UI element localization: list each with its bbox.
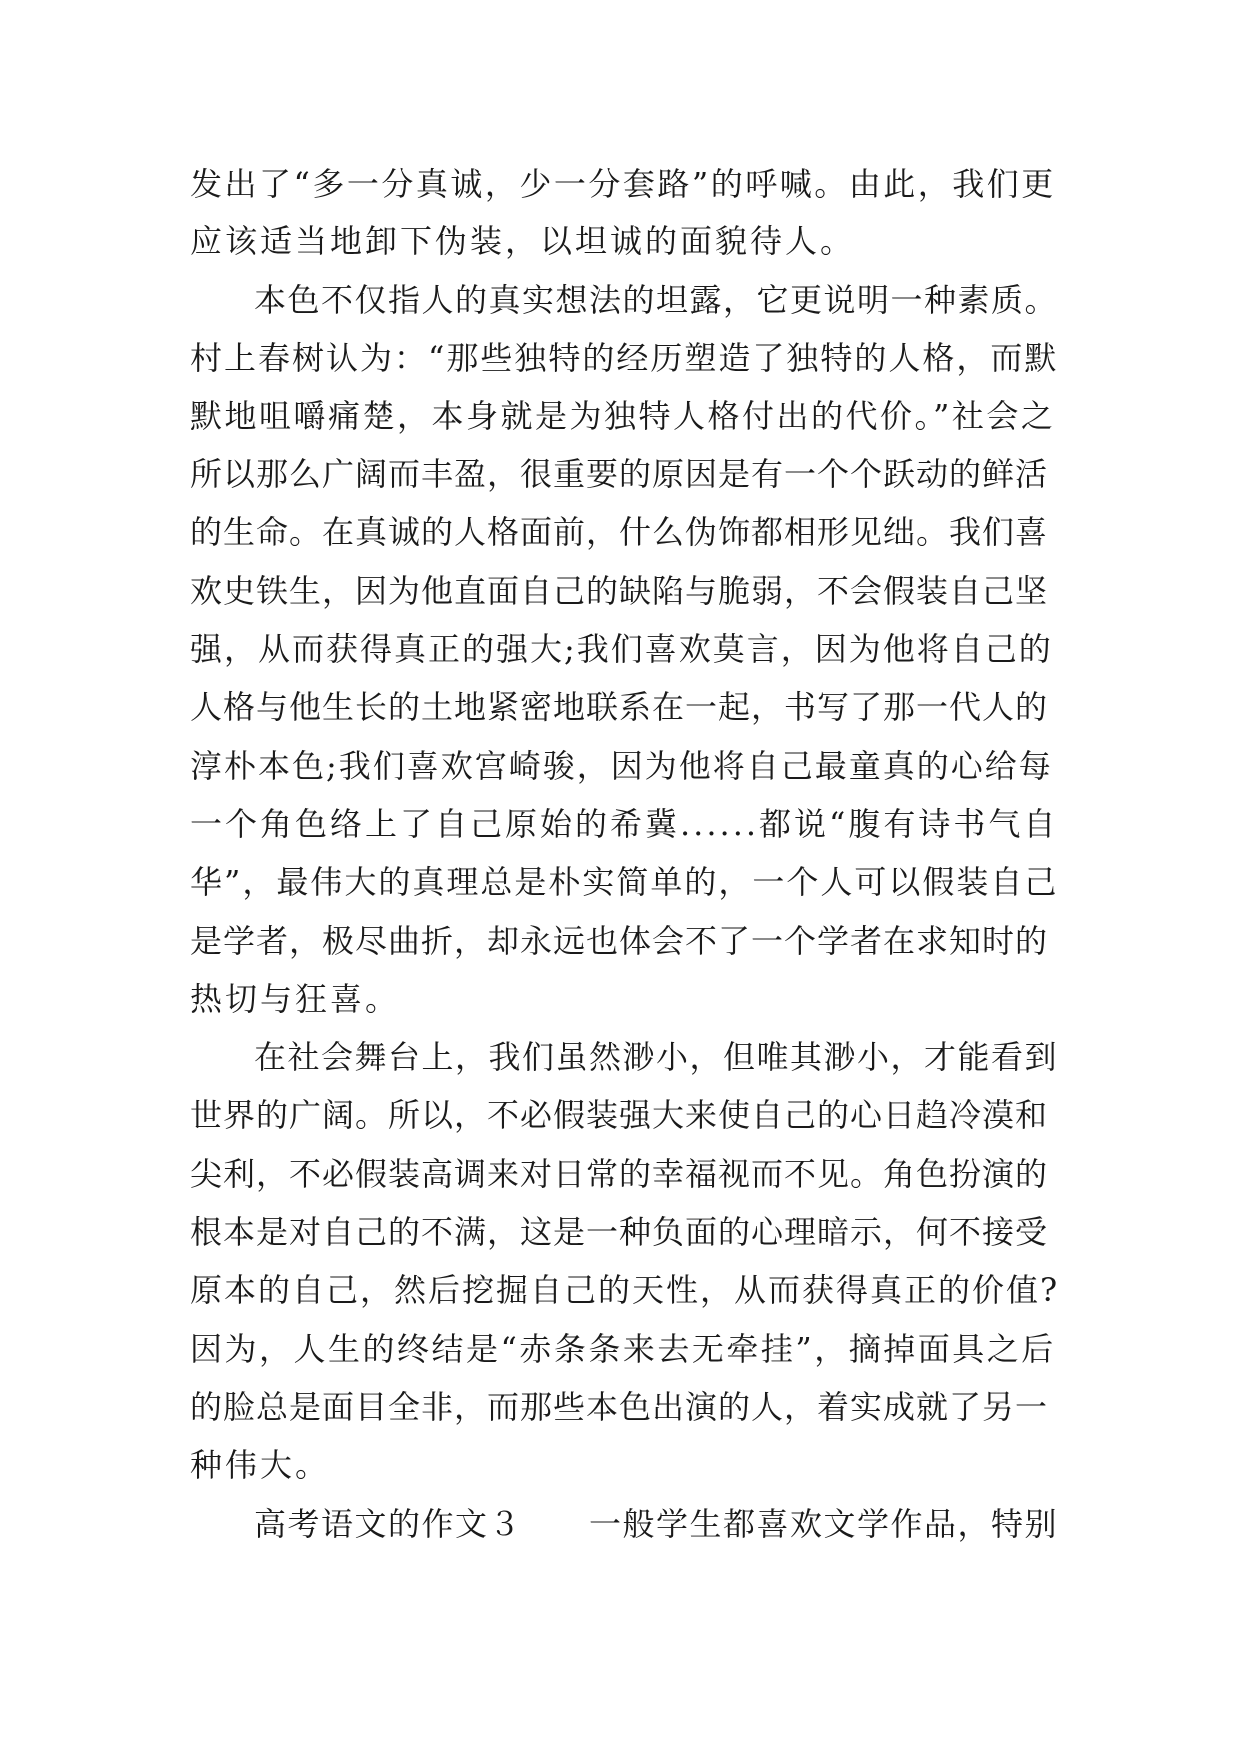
text-line: 所以那么广阔而丰盈，很重要的原因是有一个个跃动的鲜活: [190, 455, 1049, 493]
text-line: 种伟大。: [190, 1446, 331, 1484]
text-line: 因为，人生的终结是“赤条条来去无牵挂”，摘掉面具之后: [190, 1330, 1056, 1368]
text-line: 热切与狂喜。: [190, 980, 401, 1018]
text-line: 原本的自己，然后挖掘自己的天性，从而获得真正的价值?: [190, 1271, 1060, 1309]
text-line: 欢史铁生，因为他直面自己的缺陷与脆弱，不会假装自己坚: [190, 572, 1049, 610]
text-line: 尖利，不必假装高调来对日常的幸福视而不见。角色扮演的: [190, 1155, 1049, 1193]
paragraph-start-line: 在社会舞台上，我们虽然渺小，但唯其渺小，才能看到: [254, 1038, 1059, 1076]
text-line: 华”，最伟大的真理总是朴实简单的，一个人可以假装自己: [190, 863, 1059, 901]
text-line: 淳朴本色;我们喜欢宫崎骏，因为他将自己最童真的心给每: [190, 747, 1053, 785]
text-line: 人格与他生长的土地紧密地联系在一起，书写了那一代人的: [190, 688, 1049, 726]
text-line: 的生命。在真诚的人格面前，什么伪饰都相形见绌。我们喜: [190, 513, 1049, 551]
text-line: 根本是对自己的不满，这是一种负面的心理暗示，何不接受: [190, 1213, 1049, 1251]
text-line: 应该适当地卸下伪装，以坦诚的面貌待人。: [190, 222, 856, 260]
text-line: 是学者，极尽曲折，却永远也体会不了一个学者在求知时的: [190, 922, 1049, 960]
paragraph-start-line: 本色不仅指人的真实想法的坦露，它更说明一种素质。: [254, 281, 1059, 319]
text-line: 世界的广阔。所以，不必假装强大来使自己的心日趋冷漠和: [190, 1096, 1049, 1134]
text-line: 发出了“多一分真诚，少一分套路”的呼喊。由此，我们更: [190, 165, 1056, 203]
text-line: 一个角色络上了自己原始的希冀......都说“腹有诗书气自: [190, 805, 1059, 843]
text-line: 强，从而获得真正的强大;我们喜欢莫言，因为他将自己的: [190, 630, 1053, 668]
section-heading-line: 高考语文的作文３ 一般学生都喜欢文学作品，特别: [254, 1505, 1059, 1543]
text-line: 默地咀嚼痛楚，本身就是为独特人格付出的代价。”社会之: [190, 397, 1056, 435]
text-line: 的脸总是面目全非，而那些本色出演的人，着实成就了另一: [190, 1388, 1049, 1426]
text-line: 村上春树认为：“那些独特的经历塑造了独特的人格，而默: [190, 339, 1059, 377]
